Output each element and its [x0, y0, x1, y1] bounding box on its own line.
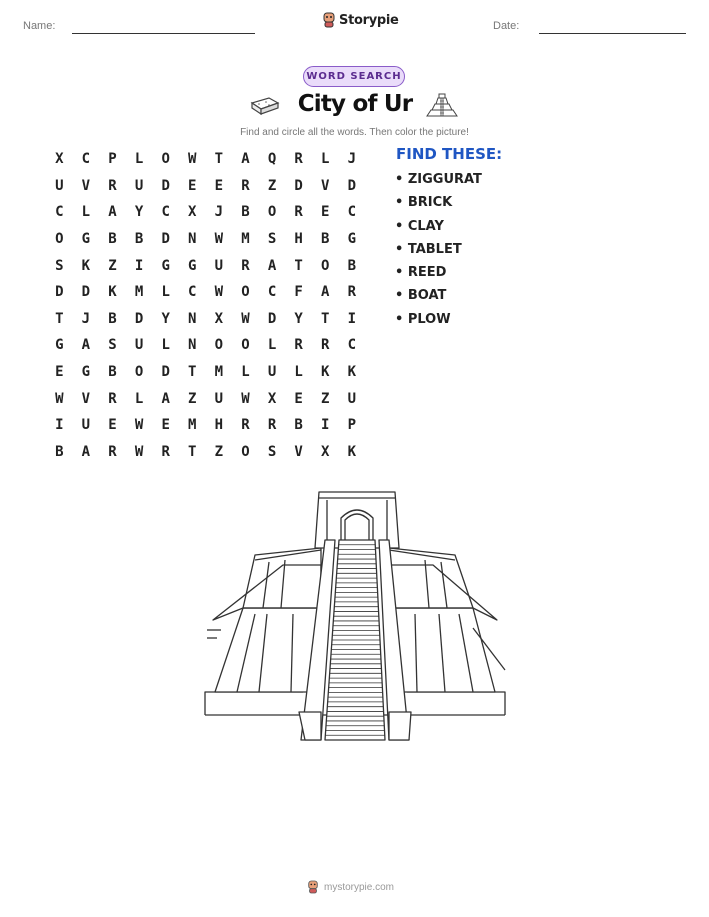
grid-letter[interactable]: W — [55, 390, 64, 407]
grid-letter[interactable]: U — [214, 257, 224, 274]
grid-letter[interactable]: O — [241, 443, 250, 460]
grid-letter[interactable]: W — [134, 417, 144, 434]
grid-letter[interactable]: K — [347, 364, 357, 381]
grid-letter[interactable]: A — [267, 257, 277, 274]
grid-letter[interactable]: C — [81, 151, 91, 168]
grid-letter[interactable]: X — [55, 151, 64, 168]
grid-letter[interactable]: G — [188, 257, 197, 274]
grid-letter[interactable]: D — [55, 284, 64, 301]
grid-letter[interactable]: D — [161, 364, 170, 381]
grid-letter[interactable]: D — [134, 310, 144, 327]
grid-letter[interactable]: G — [55, 337, 64, 354]
grid-letter[interactable]: L — [161, 337, 170, 354]
mascot-icon — [322, 12, 336, 28]
grid-letter[interactable]: N — [188, 337, 197, 354]
grid-letter[interactable]: R — [294, 337, 303, 354]
grid-letter[interactable]: C — [267, 284, 277, 301]
grid-letter[interactable]: O — [241, 337, 250, 354]
page-title: City of Ur — [297, 91, 413, 117]
grid-letter[interactable]: Z — [321, 390, 330, 407]
grid-letter[interactable]: O — [214, 337, 224, 354]
grid-letter[interactable]: R — [294, 204, 303, 221]
word-search-grid[interactable] — [46, 146, 365, 465]
ziggurat-illustration[interactable] — [203, 490, 507, 745]
mascot-icon — [307, 880, 319, 894]
grid-letter[interactable]: R — [347, 284, 357, 301]
name-line[interactable] — [72, 33, 255, 34]
grid-letter[interactable]: G — [81, 231, 91, 248]
grid-letter[interactable]: I — [347, 310, 357, 327]
grid-letter[interactable]: N — [188, 231, 197, 248]
grid-letter[interactable]: X — [267, 390, 277, 407]
word-search-badge: WORD SEARCH — [303, 66, 405, 87]
grid-letter[interactable]: U — [267, 364, 277, 381]
grid-letter[interactable]: H — [294, 231, 303, 248]
name-label: Name: — [23, 20, 56, 32]
grid-letter[interactable]: D — [267, 310, 277, 327]
grid-letter[interactable]: P — [108, 151, 117, 168]
grid-letter[interactable]: T — [214, 151, 224, 168]
grid-letter[interactable]: R — [294, 151, 303, 168]
grid-letter[interactable]: X — [321, 443, 330, 460]
word-list-item: • PLOW — [395, 311, 451, 327]
grid-letter[interactable]: H — [214, 417, 224, 434]
grid-letter[interactable]: I — [134, 257, 144, 274]
grid-letter[interactable]: S — [267, 443, 277, 460]
grid-letter[interactable]: V — [294, 443, 303, 460]
grid-letter[interactable]: C — [55, 204, 64, 221]
grid-letter[interactable]: N — [188, 310, 197, 327]
grid-letter[interactable]: L — [241, 364, 250, 381]
grid-letter[interactable]: E — [55, 364, 64, 381]
grid-letter[interactable]: J — [214, 204, 224, 221]
grid-letter[interactable]: L — [134, 151, 144, 168]
grid-letter[interactable]: R — [161, 443, 170, 460]
grid-letter[interactable]: V — [81, 177, 91, 194]
grid-letter[interactable]: A — [241, 151, 250, 168]
grid-letter[interactable]: L — [134, 390, 144, 407]
grid-letter[interactable]: U — [55, 177, 64, 194]
grid-letter[interactable]: D — [81, 284, 91, 301]
find-these-heading: FIND THESE: — [396, 145, 503, 163]
grid-letter[interactable]: M — [214, 364, 224, 381]
grid-letter[interactable]: E — [188, 177, 197, 194]
grid-letter[interactable]: E — [161, 417, 170, 434]
grid-letter[interactable]: K — [321, 364, 330, 381]
grid-letter[interactable]: G — [161, 257, 170, 274]
grid-letter[interactable]: L — [267, 337, 277, 354]
grid-letter[interactable]: Z — [267, 177, 277, 194]
grid-letter[interactable]: Z — [214, 443, 224, 460]
grid-letter[interactable]: C — [188, 284, 197, 301]
grid-letter[interactable]: S — [108, 337, 117, 354]
grid-letter[interactable]: O — [55, 231, 64, 248]
grid-letter[interactable]: B — [108, 231, 117, 248]
grid-letter[interactable]: B — [321, 231, 330, 248]
grid-letter[interactable]: E — [321, 204, 330, 221]
brick-icon — [249, 94, 281, 116]
grid-letter[interactable]: A — [108, 204, 117, 221]
date-line[interactable] — [539, 33, 686, 34]
grid-letter[interactable]: V — [321, 177, 330, 194]
grid-letter[interactable]: I — [55, 417, 64, 434]
grid-letter[interactable]: X — [188, 204, 197, 221]
grid-letter[interactable]: B — [55, 443, 64, 460]
grid-letter[interactable]: O — [161, 151, 170, 168]
grid-letter[interactable]: Y — [294, 310, 303, 327]
grid-letter[interactable]: M — [134, 284, 144, 301]
grid-letter[interactable]: O — [321, 257, 330, 274]
grid-letter[interactable]: K — [81, 257, 91, 274]
grid-letter[interactable]: R — [267, 417, 277, 434]
grid-letter[interactable]: D — [347, 177, 357, 194]
grid-letter[interactable]: L — [294, 364, 303, 381]
grid-letter[interactable]: L — [161, 284, 170, 301]
instructions: Find and circle all the words. Then color the picture! — [240, 127, 469, 138]
word-list-item: • CLAY — [395, 218, 444, 234]
grid-letter[interactable]: U — [347, 390, 357, 407]
word-list-item: • REED — [395, 265, 447, 281]
grid-letter[interactable]: O — [134, 364, 144, 381]
grid-letter[interactable]: F — [294, 284, 303, 301]
grid-letter[interactable]: T — [188, 364, 197, 381]
grid-letter[interactable]: D — [161, 177, 170, 194]
grid-letter[interactable]: Y — [134, 204, 144, 221]
grid-letter[interactable]: C — [347, 204, 357, 221]
grid-letter[interactable]: S — [55, 257, 64, 274]
grid-letter[interactable]: D — [294, 177, 303, 194]
grid-letter[interactable]: L — [81, 204, 91, 221]
grid-letter[interactable]: Z — [108, 257, 117, 274]
grid-letter[interactable]: R — [108, 443, 117, 460]
grid-letter[interactable]: M — [188, 417, 197, 434]
grid-letter[interactable]: B — [294, 417, 303, 434]
grid-letter[interactable]: C — [161, 204, 170, 221]
grid-letter[interactable]: W — [188, 151, 197, 168]
grid-letter[interactable]: R — [241, 257, 250, 274]
date-label: Date: — [493, 20, 520, 32]
grid-letter[interactable]: W — [241, 390, 250, 407]
grid-letter[interactable]: D — [161, 231, 170, 248]
grid-letter[interactable]: B — [108, 310, 117, 327]
grid-letter[interactable]: T — [188, 443, 197, 460]
word-list — [395, 172, 482, 335]
grid-letter[interactable]: L — [321, 151, 330, 168]
grid-letter[interactable]: E — [214, 177, 224, 194]
grid-letter[interactable]: C — [347, 337, 357, 354]
grid-letter[interactable]: S — [267, 231, 277, 248]
word-list-item: • ZIGGURAT — [395, 172, 482, 187]
word-list-item: • TABLET — [395, 241, 462, 257]
footer — [307, 880, 394, 894]
grid-letter[interactable]: B — [347, 257, 357, 274]
grid-letter[interactable]: U — [214, 390, 224, 407]
grid-letter[interactable]: V — [81, 390, 91, 407]
grid-letter[interactable]: B — [241, 204, 250, 221]
grid-letter[interactable]: R — [108, 390, 117, 407]
grid-letter[interactable]: Y — [161, 310, 170, 327]
grid-letter[interactable]: A — [81, 337, 91, 354]
grid-letter[interactable]: K — [108, 284, 117, 301]
grid-letter[interactable]: E — [108, 417, 117, 434]
grid-letter[interactable]: O — [267, 204, 277, 221]
grid-letter[interactable]: A — [321, 284, 330, 301]
grid-letter[interactable]: Z — [188, 390, 197, 407]
grid-letter[interactable]: B — [108, 364, 117, 381]
grid-letter[interactable]: E — [294, 390, 303, 407]
grid-letter[interactable]: U — [134, 337, 144, 354]
grid-letter[interactable]: T — [55, 310, 64, 327]
word-list-item: • BRICK — [395, 195, 453, 211]
grid-letter[interactable]: I — [321, 417, 330, 434]
grid-letter[interactable]: B — [134, 231, 144, 248]
grid-letter[interactable]: R — [241, 417, 250, 434]
grid-letter[interactable]: R — [241, 177, 250, 194]
grid-letter[interactable]: A — [81, 443, 91, 460]
storypie-logo — [322, 12, 399, 28]
grid-letter[interactable]: K — [347, 443, 357, 460]
grid-letter[interactable]: R — [108, 177, 117, 194]
grid-letter[interactable]: T — [294, 257, 303, 274]
grid-letter[interactable]: J — [347, 151, 357, 168]
grid-letter[interactable]: M — [241, 231, 250, 248]
grid-letter[interactable]: T — [321, 310, 330, 327]
grid-letter[interactable]: W — [241, 310, 250, 327]
grid-letter[interactable]: O — [241, 284, 250, 301]
grid-letter[interactable]: Q — [267, 151, 277, 168]
grid-letter[interactable]: A — [161, 390, 170, 407]
brand-name: Storypie — [339, 12, 399, 28]
grid-letter[interactable]: J — [81, 310, 91, 327]
ziggurat-icon — [425, 92, 459, 118]
grid-letter[interactable]: U — [134, 177, 144, 194]
word-list-item: • BOAT — [395, 288, 447, 304]
grid-letter[interactable]: R — [321, 337, 330, 354]
grid-letter[interactable]: G — [81, 364, 91, 381]
grid-letter[interactable]: W — [214, 231, 224, 248]
footer-url[interactable]: mystorypie.com — [324, 881, 395, 893]
grid-letter[interactable]: P — [347, 417, 357, 434]
grid-letter[interactable]: W — [134, 443, 144, 460]
grid-letter[interactable]: X — [214, 310, 224, 327]
grid-letter[interactable]: W — [214, 284, 224, 301]
grid-letter[interactable]: U — [81, 417, 91, 434]
grid-letter[interactable]: G — [347, 231, 357, 248]
